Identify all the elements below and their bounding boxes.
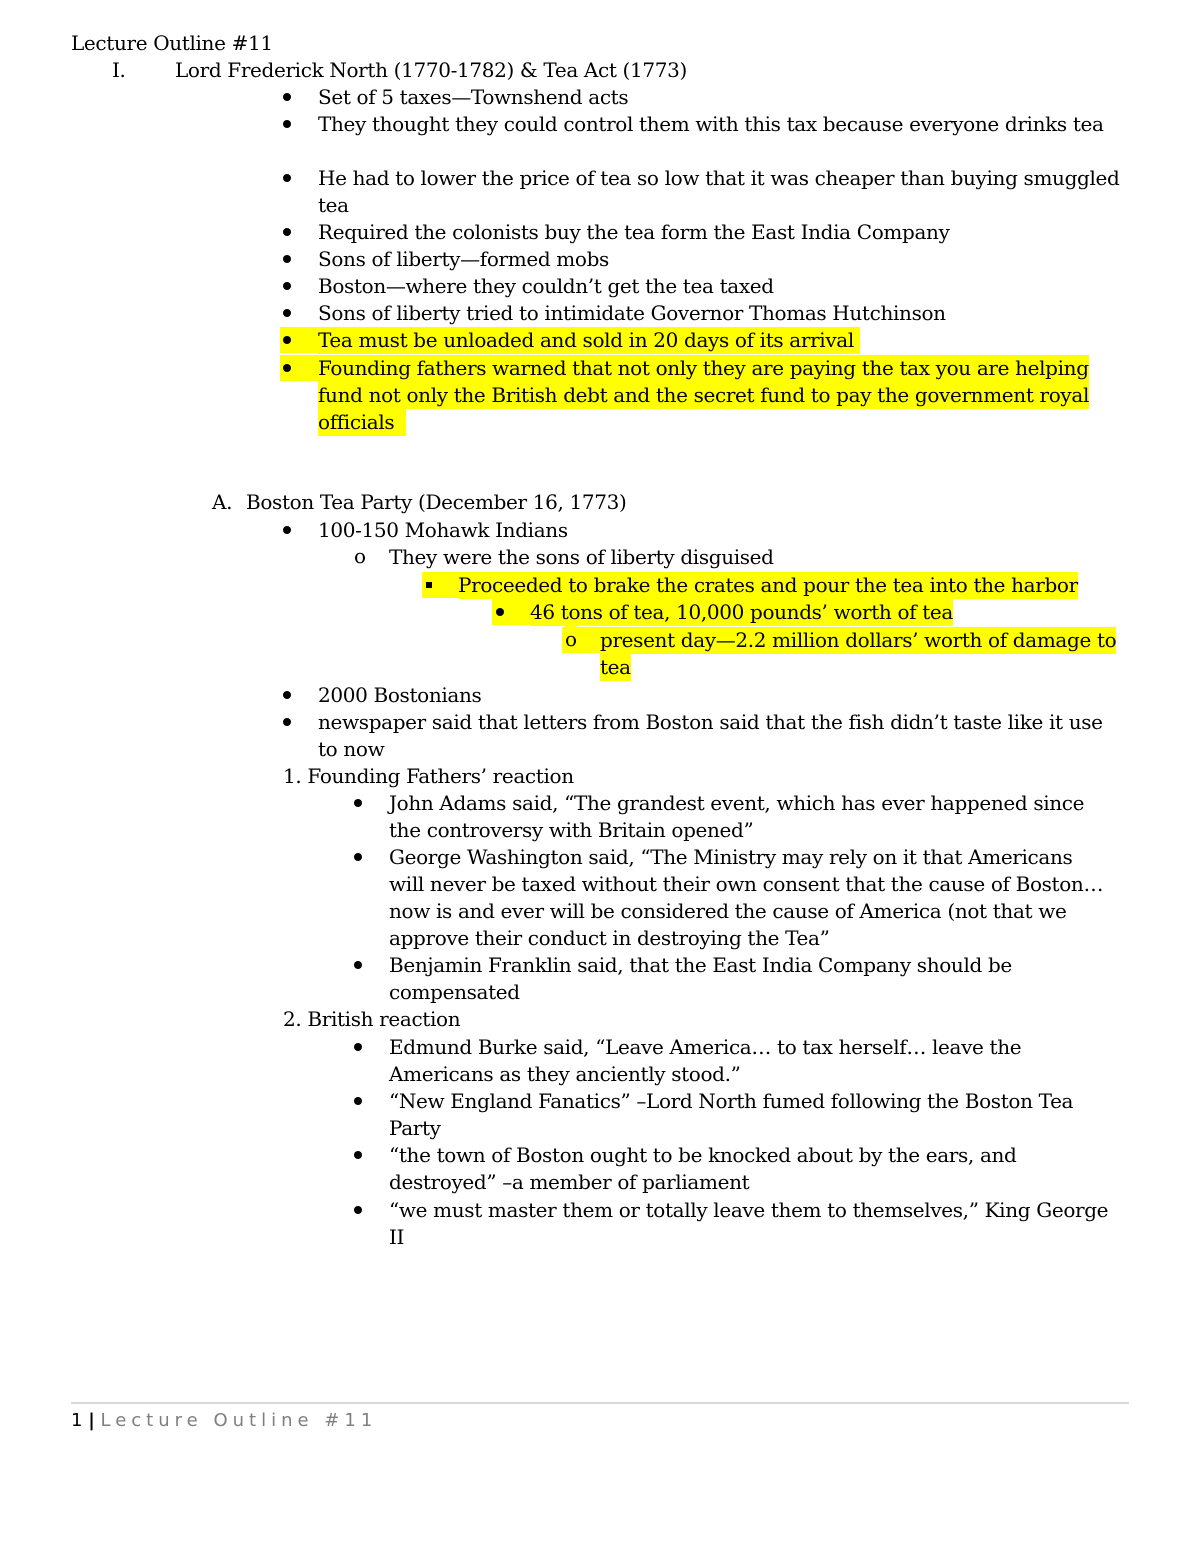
list-item: “we must master them or totally leave them to themselves,” King George (389, 1198, 1109, 1222)
list-item: 100-150 Mohawk Indians (318, 518, 568, 542)
list-item-continuation: to now (318, 737, 385, 761)
bullet-icon (354, 799, 362, 807)
list-item: He had to lower the price of tea so low that it was cheaper than buying smuggled (318, 166, 1120, 190)
bullet-icon (354, 1151, 362, 1159)
numbered-heading: 1. Founding Fathers’ reaction (283, 764, 574, 788)
highlighted-list-item-continuation: fund not only the British debt and the secret fund to pay the government royal (318, 383, 1089, 407)
subsection-heading: Boston Tea Party (December 16, 1773) (246, 490, 627, 514)
circle-bullet-icon: o (565, 627, 578, 651)
highlighted-list-item: Founding fathers warned that not only they are paying the tax you are helping (318, 356, 1089, 380)
bullet-icon (283, 364, 291, 372)
section-heading: Lord Frederick North (1770-1782) & Tea Act (1773) (175, 58, 687, 82)
square-bullet-icon (426, 582, 432, 588)
list-item: John Adams said, “The grandest event, which has ever happened since (389, 791, 1085, 815)
bullet-icon (283, 174, 291, 182)
bullet-icon (283, 718, 291, 726)
bullet-icon (354, 1206, 362, 1214)
bullet-icon (283, 120, 291, 128)
footer-text: Lecture Outline #11 (100, 1410, 378, 1431)
bullet-icon (283, 309, 291, 317)
list-item: Benjamin Franklin said, that the East India Company should be (389, 953, 1012, 977)
footer-separator: | (88, 1410, 95, 1431)
footer-page-number: 1 (71, 1410, 83, 1431)
list-item: Sons of liberty—formed mobs (318, 247, 609, 271)
list-item: newspaper said that letters from Boston said that the fish didn’t taste like it use (318, 710, 1103, 734)
document-title: Lecture Outline #11 (71, 31, 273, 55)
list-item: Required the colonists buy the tea form the East India Company (318, 220, 950, 244)
list-item: They were the sons of liberty disguised (389, 545, 774, 569)
list-item-continuation: Party (389, 1116, 441, 1140)
list-item: Sons of liberty tried to intimidate Governor Thomas Hutchinson (318, 301, 946, 325)
subsection-letter: A. (212, 490, 233, 514)
list-item-continuation: the controversy with Britain opened” (389, 818, 754, 842)
bullet-icon (496, 608, 504, 616)
circle-bullet-icon: o (354, 544, 367, 568)
list-item: Set of 5 taxes—Townshend acts (318, 85, 629, 109)
bullet-icon (354, 961, 362, 969)
bullet-icon (354, 853, 362, 861)
highlighted-list-item: Tea must be unloaded and sold in 20 days of its arrival (318, 327, 860, 354)
list-item-continuation: approve their conduct in destroying the Tea” (389, 926, 830, 950)
numbered-heading: 2. British reaction (283, 1007, 461, 1031)
list-item: George Washington said, “The Ministry may rely on it that Americans (389, 845, 1073, 869)
bullet-icon (283, 526, 291, 534)
list-item: Boston—where they couldn’t get the tea taxed (318, 274, 774, 298)
bullet-icon (283, 691, 291, 699)
bullet-icon (283, 228, 291, 236)
highlighted-list-item: Proceeded to brake the crates and pour the tea into the harbor (458, 573, 1078, 597)
bullet-icon (354, 1097, 362, 1105)
bullet-icon (283, 336, 291, 344)
list-item: They thought they could control them with this tax because everyone drinks tea (318, 112, 1104, 136)
list-item-continuation: tea (318, 193, 349, 217)
list-item: “the town of Boston ought to be knocked about by the ears, and (389, 1143, 1017, 1167)
highlighted-list-item: 46 tons of tea, 10,000 pounds’ worth of tea (530, 600, 953, 624)
bullet-icon (283, 282, 291, 290)
highlighted-list-item-continuation: tea (600, 655, 631, 679)
bullet-icon (354, 1043, 362, 1051)
list-item: “New England Fanatics” –Lord North fumed following the Boston Tea (389, 1089, 1074, 1113)
list-item-continuation: Americans as they anciently stood.” (389, 1062, 741, 1086)
list-item: Edmund Burke said, “Leave America… to tax herself… leave the (389, 1035, 1022, 1059)
section-numeral: I. (112, 58, 126, 82)
list-item-continuation: will never be taxed without their own consent that the cause of Boston… (389, 872, 1104, 896)
bullet-icon (283, 93, 291, 101)
highlighted-list-item-continuation: officials (318, 409, 406, 436)
bullet-icon (283, 255, 291, 263)
list-item: 2000 Bostonians (318, 683, 482, 707)
list-item-continuation: II (389, 1225, 405, 1249)
list-item-continuation: destroyed” –a member of parliament (389, 1170, 750, 1194)
list-item-continuation: now is and ever will be considered the cause of America (not that we (389, 899, 1067, 923)
footer-rule (71, 1402, 1129, 1404)
highlighted-list-item: present day—2.2 million dollars’ worth of damage to (600, 628, 1117, 652)
list-item-continuation: compensated (389, 980, 520, 1004)
footer (71, 1408, 377, 1434)
